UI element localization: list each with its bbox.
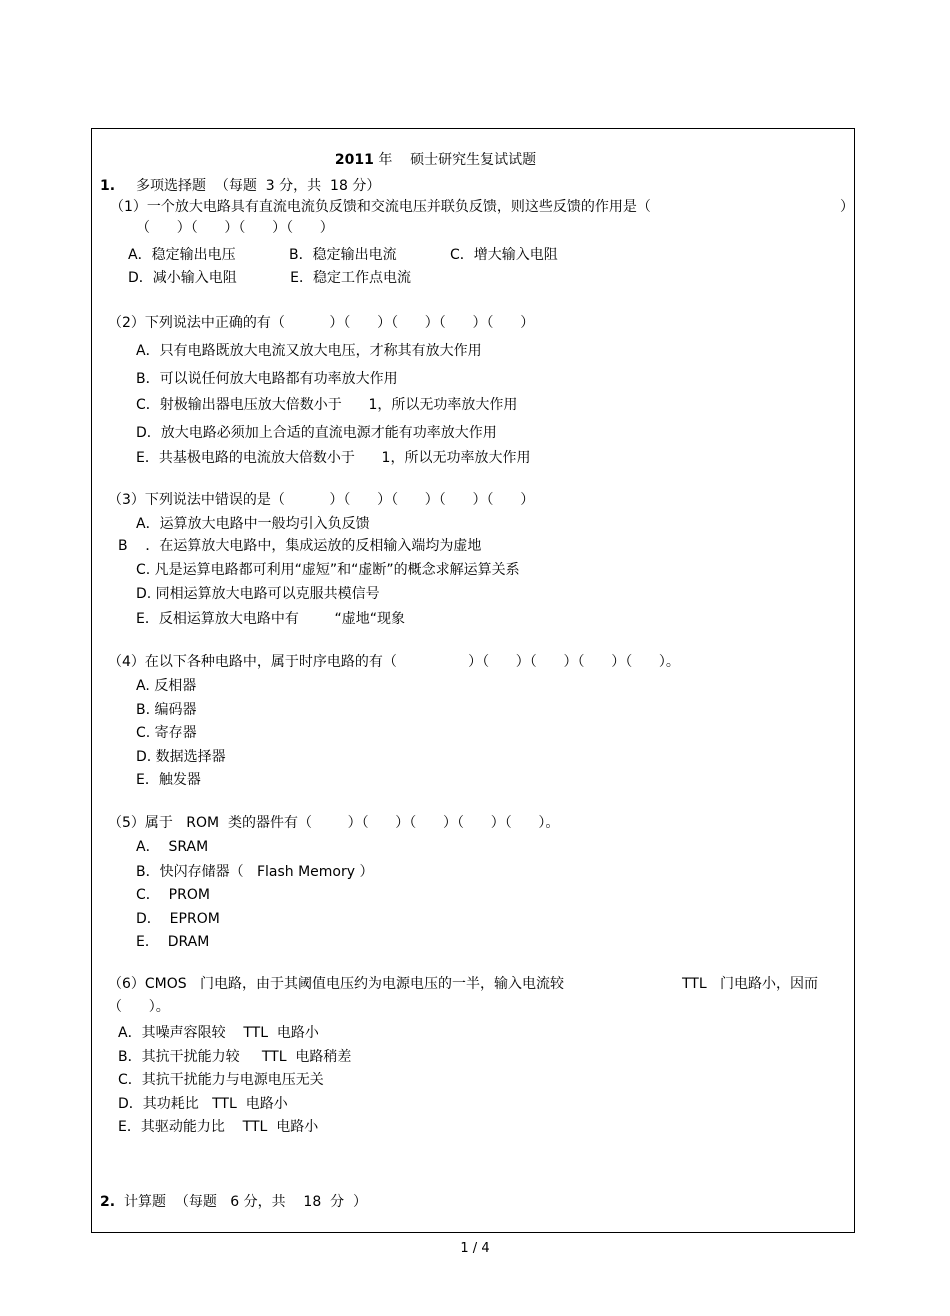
q6-stem: （6）CMOS 门电路，由于其阈值电压约为电源电压的一半，输入电流较 bbox=[108, 976, 565, 992]
q5-option-c: C． PROM bbox=[136, 887, 210, 903]
title-year: 2011 bbox=[334, 152, 374, 168]
q1-options-row2: D．减小输入电阻 E．稳定工作点电流 bbox=[128, 270, 412, 286]
section2-number: 2. bbox=[100, 1194, 116, 1210]
section1-heading: 多项选择题 （每题 3 分，共 18 分） bbox=[136, 178, 381, 194]
section1-number: 1. bbox=[100, 178, 116, 194]
q3-option-d: D. 同相运算放大电路可以克服共模信号 bbox=[136, 586, 380, 602]
q6-option-d: D．其功耗比 TTL 电路小 bbox=[118, 1096, 288, 1112]
q1-stem: （1）一个放大电路具有直流电流负反馈和交流电压并联负反馈，则这些反馈的作用是（ bbox=[110, 199, 651, 215]
exam-frame bbox=[91, 128, 855, 1233]
q5-option-a: A． SRAM bbox=[136, 839, 209, 855]
q6-option-a: A．其噪声容限较 TTL 电路小 bbox=[118, 1025, 319, 1041]
q1-blanks: （ ）（ ）（ ）（ ） bbox=[136, 220, 334, 236]
q4-option-a: A. 反相器 bbox=[136, 678, 197, 694]
q6-option-c: C．其抗干扰能力与电源电压无关 bbox=[118, 1072, 324, 1088]
q3-option-c: C. 凡是运算电路都可利用“虚短”和“虚断”的概念求解运算关系 bbox=[136, 562, 520, 578]
q3-option-e: E．反相运算放大电路中有 “虚地“现象 bbox=[136, 611, 405, 627]
q6-option-b: B．其抗干扰能力较 TTL 电路稍差 bbox=[118, 1049, 352, 1065]
q4-option-b: B. 编码器 bbox=[136, 702, 197, 718]
q5-option-d: D． EPROM bbox=[136, 911, 220, 927]
q6-stem-line2: （ ）。 bbox=[108, 999, 170, 1015]
q4-stem: （4）在以下各种电路中，属于时序电路的有（ ）（ ）（ ）（ ）（ ）。 bbox=[108, 654, 680, 670]
q5-option-b: B．快闪存储器（ Flash Memory ） bbox=[136, 864, 374, 880]
q1-options-row1: A．稳定输出电压 B．稳定输出电流 C．增大输入电阻 bbox=[128, 247, 558, 263]
q6-option-e: E．其驱动能力比 TTL 电路小 bbox=[118, 1119, 319, 1135]
q2-option-a: A．只有电路既放大电流又放大电压，才称其有放大作用 bbox=[136, 343, 482, 359]
q2-option-b: B．可以说任何放大电路都有功率放大作用 bbox=[136, 371, 398, 387]
q6-stem-right: TTL 门电路小，因而 bbox=[682, 976, 819, 992]
q2-option-e: E．共基极电路的电流放大倍数小于 1，所以无功率放大作用 bbox=[136, 450, 531, 466]
q3-option-b: B ．在运算放大电路中，集成运放的反相输入端均为虚地 bbox=[118, 538, 482, 554]
q5-option-e: E． DRAM bbox=[136, 934, 210, 950]
q4-option-c: C. 寄存器 bbox=[136, 725, 197, 741]
q3-option-a: A．运算放大电路中一般均引入负反馈 bbox=[136, 516, 370, 532]
q2-option-c: C．射极输出器电压放大倍数小于 1，所以无功率放大作用 bbox=[136, 397, 518, 413]
q3-stem: （3）下列说法中错误的是（ ）（ ）（ ）（ ）（ ） bbox=[108, 492, 535, 508]
q2-stem: （2）下列说法中正确的有（ ）（ ）（ ）（ ）（ ） bbox=[108, 315, 535, 331]
q2-option-d: D．放大电路必须加上合适的直流电源才能有功率放大作用 bbox=[136, 425, 497, 441]
title-text: 年 硕士研究生复试试题 bbox=[373, 152, 537, 168]
section2-heading: 计算题 （每题 6 分，共 18 分 ） bbox=[124, 1194, 368, 1210]
q4-option-d: D. 数据选择器 bbox=[136, 749, 226, 765]
q5-stem: （5）属于 ROM 类的器件有（ ）（ ）（ ）（ ）（ ）。 bbox=[108, 815, 560, 831]
page-number: 1 / 4 bbox=[460, 1241, 490, 1256]
q4-option-e: E．触发器 bbox=[136, 772, 201, 788]
page-title bbox=[326, 133, 536, 169]
q1-stem-close: ） bbox=[840, 199, 854, 215]
